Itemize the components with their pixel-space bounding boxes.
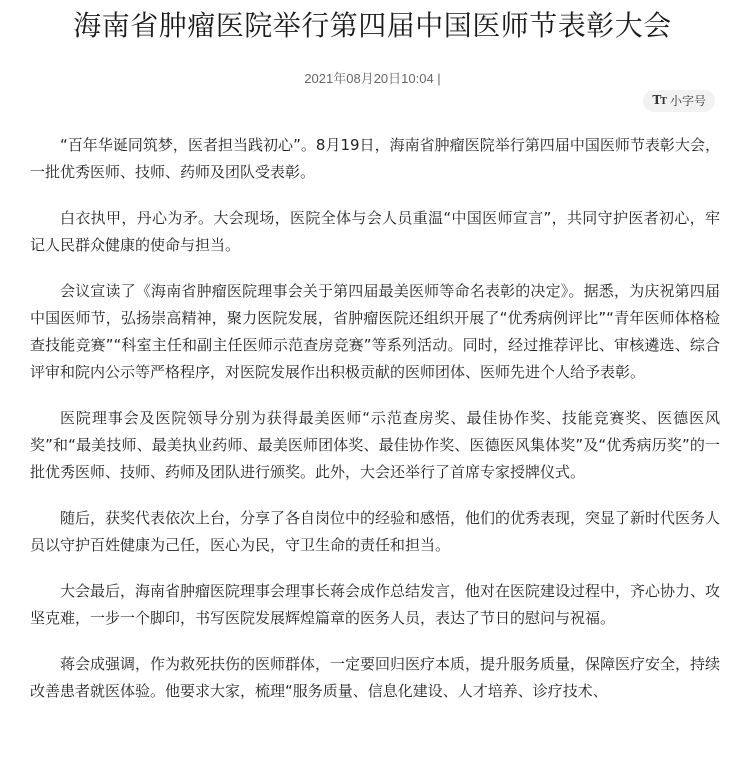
paragraph: 医院理事会及医院领导分别为获得最美医师“示范查房奖、最佳协作奖、技能竞赛奖、医德医风奖”和“最美技师、最美执业药师、最美医师团体奖、最佳协作奖、医德医风集体奖”及“优秀病历奖”的一批优秀医师、技师、药师及团队进行颁奖。此外，大会还举行了首席专家授牌仪式。 — [30, 409, 720, 481]
paragraph: 大会最后，海南省肿瘤医院理事会理事长蒋会成作总结发言，他对在医院建设过程中，齐心协力、攻坚克难，一步一个脚印，书写医院发展辉煌篇章的医务人员，表达了节日的慰问与祝福。 — [30, 582, 721, 627]
font-size-toggle-label: 小字号 — [669, 94, 706, 108]
paragraph: 随后，获奖代表依次上台，分享了各自岗位中的经验和感悟，他们的优秀表现，突显了新时代医务人员以守护百姓健康为己任，医心为民，守卫生命的责任和担当。 — [30, 509, 721, 554]
paragraph: 白衣执甲，丹心为矛。大会现场，医院全体与会人员重温“中国医师宣言”，共同守护医者初心，牢记人民群众健康的使命与担当。 — [30, 209, 720, 254]
article-title: 海南省肿瘤医院举行第四届中国医师节表彰大会 — [73, 9, 672, 42]
font-size-toggle-button[interactable] — [643, 90, 715, 112]
paragraph: 会议宣读了《海南省肿瘤医院理事会关于第四届最美医师等命名表彰的决定》。据悉，为庆祝第四届中国医师节，弘扬崇高精神，聚力医院发展，省肿瘤医院还组织开展了“优秀病例评比”“青年医师体格检查技能竞赛”“科室主任和副主任医师示范查房竞赛”等系列活动。同时，经过推荐评比、审核遴选、综合评审和院内公示等严格程序，对医院发展作出积极贡献的医师团体、医师先进个人给予表彰。 — [30, 282, 720, 381]
paragraph: 蒋会成强调，作为救死扶伤的医师群体，一定要回归医疗本质，提升服务质量，保障医疗安全，持续改善患者就医体验。他要求大家，梳理“服务质量、信息化建设、人才培养、诊疗技术、 — [30, 655, 721, 700]
paragraph: “百年华诞同筑梦，医者担当践初心”。8月19日，海南省肿瘤医院举行第四届中国医师节表彰大会，一批优秀医师、技师、药师及团队受表彰。 — [30, 136, 720, 181]
publish-date: 2021年08月20日10:04 | — [304, 71, 441, 86]
text-size-icon: TT — [652, 93, 666, 107]
article-body — [30, 132, 720, 724]
